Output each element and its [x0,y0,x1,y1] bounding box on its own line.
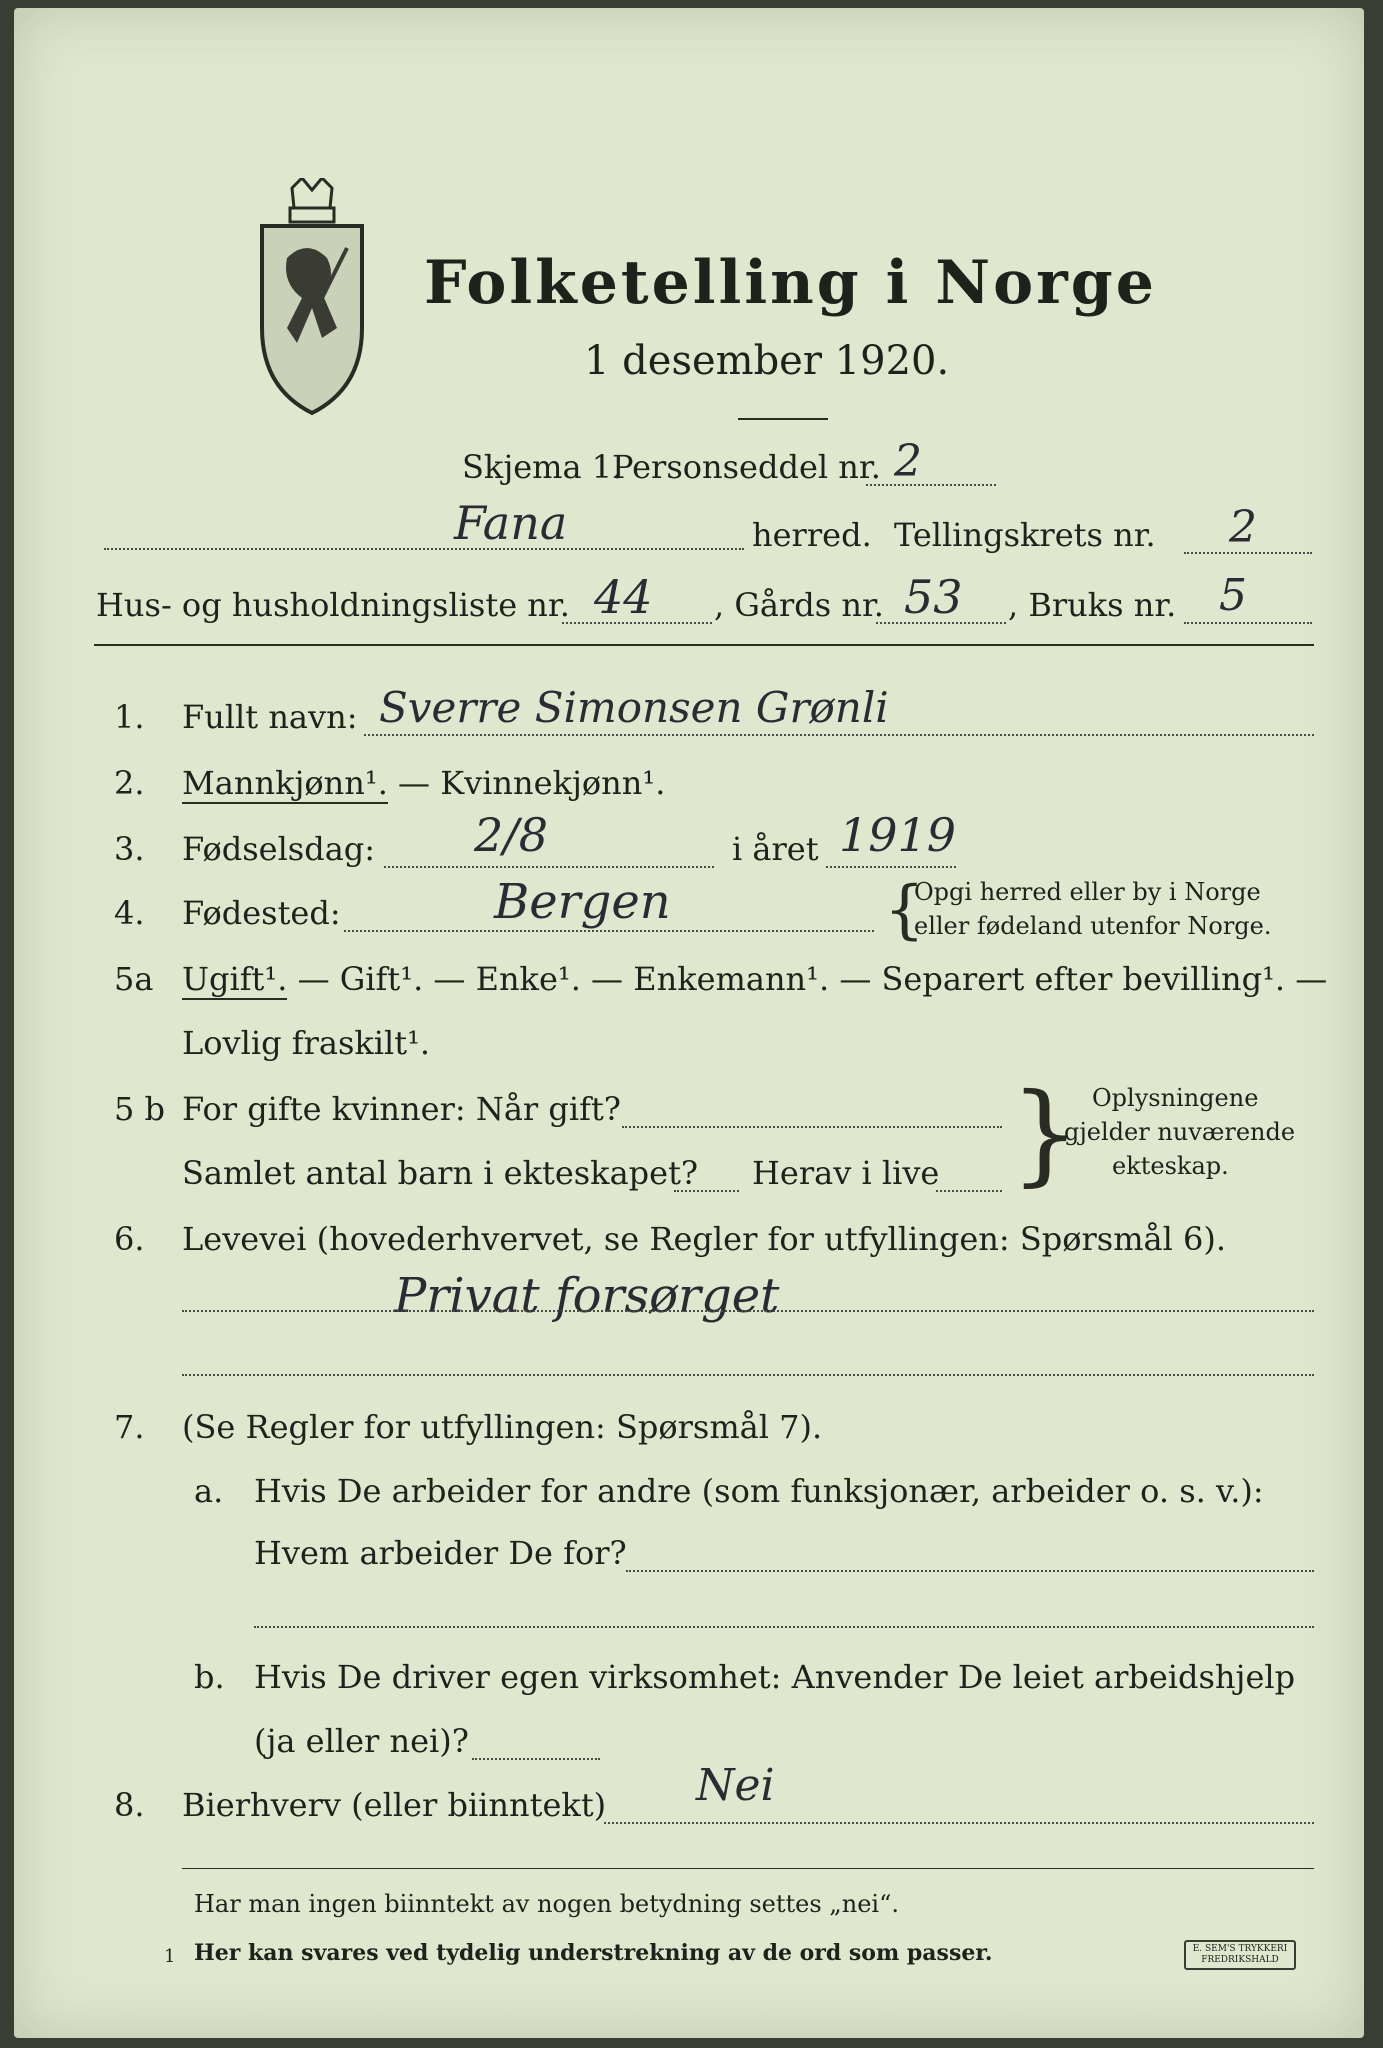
footer-rule [182,1868,1314,1869]
hus-label: Hus- og husholdningsliste nr. [96,586,570,624]
form-title: Folketelling i Norge [424,248,1157,318]
birthday-value[interactable]: 2/8 [474,808,549,862]
header-rule [94,644,1314,646]
q4-note-2: eller fødeland utenfor Norge. [914,912,1272,940]
q3-number: 3. [114,830,145,868]
tellingskrets-label: Tellingskrets nr. [894,516,1156,554]
herred-label: herred. [752,516,872,554]
printer-stamp: E. SEM'S TRYKKERI FREDRIKSHALD [1184,1940,1296,1970]
q5b-brace: } [1010,1069,1080,1197]
herred-line [104,548,744,550]
birth-year-value[interactable]: 1919 [839,808,957,862]
q7a-employer-label: Hvem arbeider De for? [254,1534,627,1572]
q1-label: Fullt navn: [182,698,358,736]
employer-line-1 [626,1570,1314,1572]
employer-line-2 [254,1626,1314,1628]
q1-number: 1. [114,698,145,736]
q8-number: 8. [114,1786,145,1824]
gender-separator: — [387,764,441,802]
gender-female[interactable]: Kvinnekjønn¹. [440,764,666,802]
gards-value[interactable]: 53 [904,570,963,624]
gender-male[interactable]: Mannkjønn¹. [182,764,388,802]
q5b-number: 5 b [114,1090,166,1128]
bruks-label: , Bruks nr. [1008,586,1177,624]
hus-value[interactable]: 44 [594,570,653,624]
marital-unmarried[interactable]: Ugift¹. [182,960,288,998]
q5b-note-1: Oplysningene [1092,1084,1259,1112]
q7a-mark: a. [194,1472,224,1510]
marital-other-options[interactable]: — Gift¹. — Enke¹. — Enkemann¹. — Separert efter bevilling¹. — [287,960,1328,998]
bruks-value[interactable]: 5 [1219,570,1247,621]
birthplace-line [344,930,874,932]
coat-of-arms-icon [252,178,372,418]
footer-note: Har man ingen biinntekt av nogen betydning settes „nei“. [194,1890,899,1918]
herred-value[interactable]: Fana [454,496,568,550]
q5b-children-alive: Herav i live [752,1154,940,1192]
q5b-children-total: Samlet antal barn i ekteskapet? [182,1154,699,1192]
occupation-line-1 [182,1310,1314,1312]
full-name-value[interactable]: Sverre Simonsen Grønli [379,683,889,732]
q4-note-1: Opgi herred eller by i Norge [914,878,1261,906]
hired-help-line [472,1758,600,1760]
q6-number: 6. [114,1220,145,1258]
personseddel-line [866,484,996,486]
q7b-yesno-label: (ja eller nei)? [254,1722,469,1760]
gards-label: , Gårds nr. [714,586,884,624]
footnote-mark: 1 [164,1946,176,1967]
children-total-line [674,1190,739,1192]
q8-label: Bierhverv (eller biinntekt) [182,1786,607,1824]
q7a-text: Hvis De arbeider for andre (som funksjonær, arbeider o. s. v.): [254,1472,1264,1510]
tellingskrets-value[interactable]: 2 [1229,502,1257,553]
year-line [826,866,956,868]
census-form-sheet [14,8,1364,2038]
q4-label: Fødested: [182,894,341,932]
marital-divorced[interactable]: Lovlig fraskilt¹. [182,1024,431,1062]
q7-number: 7. [114,1408,145,1446]
q5b-married-when: For gifte kvinner: Når gift? [182,1090,621,1128]
q7-label: (Se Regler for utfyllingen: Spørsmål 7). [182,1408,823,1446]
footnote-text: Her kan svares ved tydelig understrekning av de ord som passer. [194,1940,993,1966]
q1-line [364,734,1314,736]
q5b-note-3: ekteskap. [1112,1152,1229,1180]
personseddel-value[interactable]: 2 [894,436,922,487]
marital-options [182,960,1327,998]
occupation-value[interactable]: Privat forsørget [394,1268,780,1324]
q5b-note-2: gjelder nuværende [1064,1118,1296,1146]
year-label: i året [732,830,819,868]
side-income-line [604,1822,1314,1824]
q4-brace: { [884,873,925,947]
q5a-number: 5a [114,960,154,998]
q3-label: Fødselsdag: [182,830,376,868]
q7b-mark: b. [194,1658,225,1696]
personseddel-label: Personseddel nr. [612,448,881,486]
occupation-line-2 [182,1374,1314,1376]
census-date: 1 desember 1920. [584,338,950,384]
title-divider [738,418,828,420]
birthday-line [384,866,714,868]
q6-label: Levevei (hovederhvervet, se Regler for utfyllingen: Spørsmål 6). [182,1220,1227,1258]
gender-options [182,764,665,802]
q7b-text: Hvis De driver egen virksomhet: Anvender De leiet arbeidshjelp [254,1658,1296,1696]
schema-label: Skjema 1. [462,448,623,486]
side-income-value[interactable]: Nei [696,1760,775,1811]
birthplace-value[interactable]: Bergen [494,874,671,930]
children-alive-line [936,1190,1002,1192]
married-when-line [622,1126,1002,1128]
bruks-line [1184,622,1312,624]
q4-number: 4. [114,894,145,932]
q2-number: 2. [114,764,145,802]
